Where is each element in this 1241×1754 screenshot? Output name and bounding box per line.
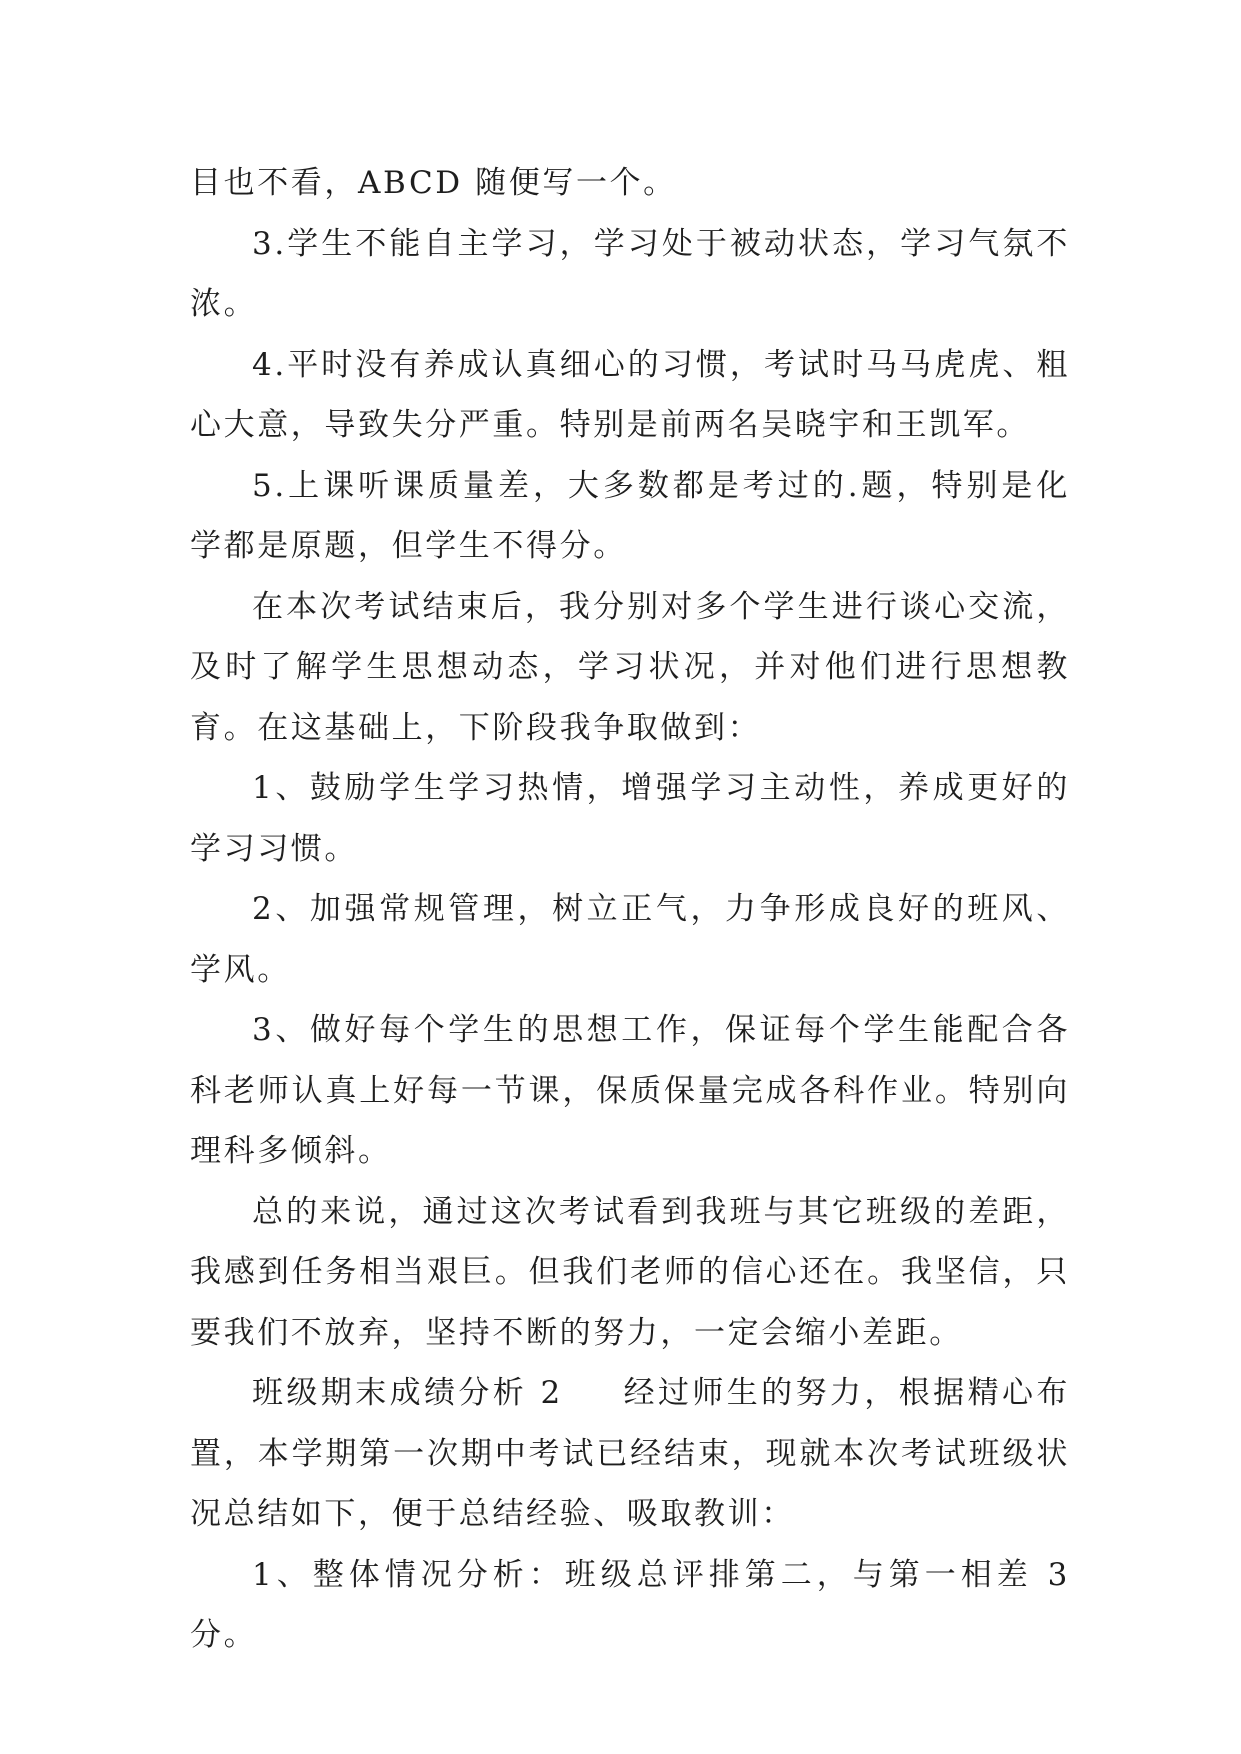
paragraph-8: 3、做好每个学生的思想工作，保证每个学生能配合各科老师认真上好每一节课，保质保量完成各科作业。特别向理科多倾斜。: [190, 1012, 1070, 1169]
paragraph-4: 5.上课听课质量差，大多数都是考过的.题，特别是化学都是原题，但学生不得分。: [190, 467, 1070, 564]
paragraph-6: 1、鼓励学生学习热情，增强学习主动性，养成更好的学习习惯。: [190, 770, 1070, 867]
paragraph-2: 3.学生不能自主学习，学习处于被动状态，学习气氛不浓。: [190, 225, 1070, 322]
section-2-text: 经过师生的努力，根据精心布置，本学期第一次期中考试已经结束，现就本次考试班级状况总结如下，便于总结经验、吸取教训：: [190, 1375, 1070, 1532]
paragraph-7: 2、加强常规管理，树立正气，力争形成良好的班风、学风。: [190, 891, 1070, 988]
paragraph-section-2: [190, 1363, 1070, 1545]
section-2-heading: 班级期末成绩分析 2: [252, 1375, 563, 1411]
paragraph-5: 在本次考试结束后，我分别对多个学生进行谈心交流，及时了解学生思想动态，学习状况，并对他们进行思想教育。在这基础上，下阶段我争取做到：: [190, 588, 1070, 746]
paragraph-last: 1、整体情况分析：班级总评排第二，与第一相差 3 分。: [190, 1556, 1070, 1653]
document-body: [190, 153, 1070, 1666]
paragraph-9: 总的来说，通过这次考试看到我班与其它班级的差距，我感到任务相当艰巨。但我们老师的信心还在。我坚信，只要我们不放弃，坚持不断的努力，一定会缩小差距。: [190, 1193, 1070, 1351]
paragraph-1: 目也不看，ABCD 随便写一个。: [190, 165, 677, 201]
paragraph-3: 4.平时没有养成认真细心的习惯，考试时马马虎虎、粗心大意，导致失分严重。特别是前两名吴晓宇和王凯军。: [190, 346, 1070, 443]
